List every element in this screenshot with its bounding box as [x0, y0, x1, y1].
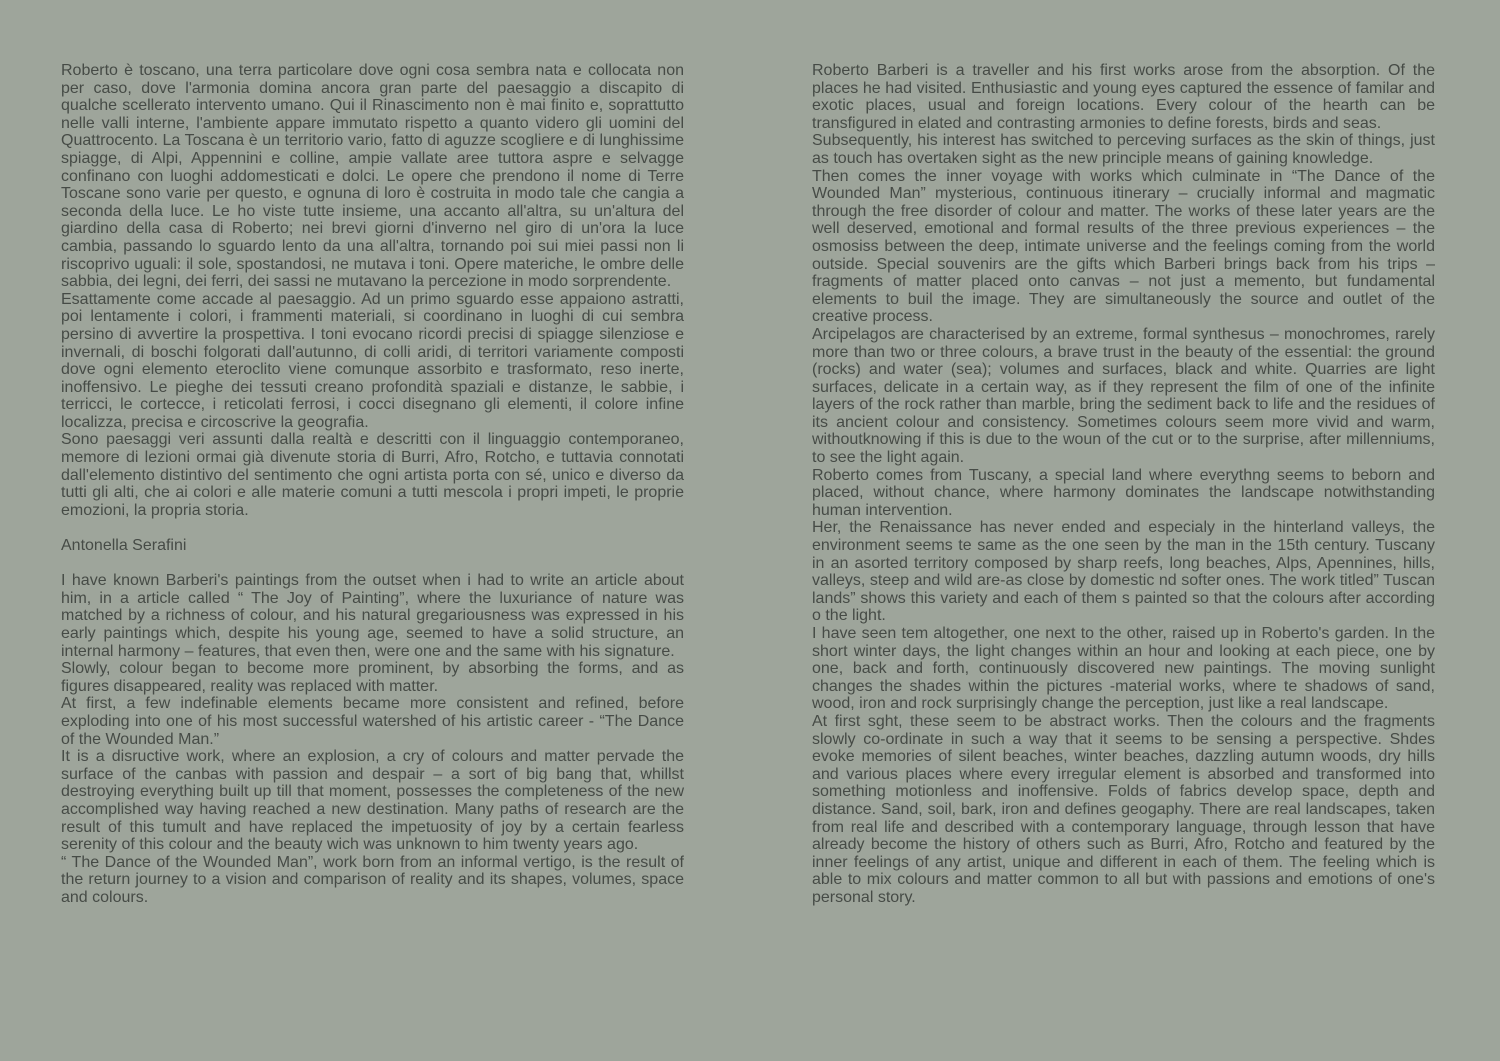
english-paragraph-10: Roberto comes from Tuscany, a special land where everythng seems to beborn and placed, without chance, where harmony dominates the landscape notwithstanding human intervention. — [812, 466, 1435, 519]
english-paragraph-12: I have seen tem altogether, one next to the other, raised up in Roberto's garden. In the short winter days, the light changes within an hour and looking at each piece, one by one, back and forth, continuously discovered new paintings. The moving sunlight changes the shades within the pictures -material works, where te shadows of sand, wood, iron and rock surprisingly change the perception, just like a real landscape. — [812, 625, 1435, 713]
italian-paragraph-3: Sono paesaggi veri assunti dalla realtà e descritti con il linguaggio contemporaneo, memore di lezioni ormai già divenute storia di Burri, Afro, Rotcho, e tuttavia connotati dall'elemento distintivo del sentimento che ogni artista porta con sé, unico e diverso da tutti gli alti, che ai colori e alle materie comuni a tutti mescola i propri impeti, le proprie emozioni, la propria storia. — [61, 431, 684, 519]
italian-paragraph-1: Roberto è toscano, una terra particolare dove ogni cosa sembra nata e collocata non per caso, dove l'armonia domina ancora gran parte del paesaggio a discapito di qualche scellerato intervento umano. Qui il Rinascimento non è mai finito e, soprattutto nelle valli interne, l'ambiente appare immutato rispetto a quanto videro gli uomini del Quattrocento. La Toscana è un territorio vario, fatto di aguzze scogliere e di lunghissime spiagge, di Alpi, Appennini e colline, ampie vallate aree tuttora aspre e selvagge confinano con luoghi addomesticati e dolci. Le opere che prendono il nome di Terre Toscane sono varie per questo, e ognuna di loro è costruita in modo tale che cangia a seconda della luce. Le ho viste tutte insieme, una accanto all'altra, su un'altura del giardino della casa di Roberto; nei brevi giorni d'inverno nel giro di un'ora la luce cambia, passando lo sguardo lento da una all'altra, tornando poi sui miei passi non li riscoprivo uguali: il sole, spostandosi, ne mutava i toni. Opere materiche, le ombre delle sabbia, dei legni, dei ferri, dei sassi ne mutavano la percezione in modo sorprendente. — [61, 62, 684, 291]
english-paragraph-7: Subsequently, his interest has switched to perceving surfaces as the skin of things, just as touch has overtaken sight as the new principle means of gaining knowledge. — [812, 132, 1435, 167]
author-signature: Antonella Serafini — [61, 537, 187, 555]
english-paragraph-5: “ The Dance of the Wounded Man”, work born from an informal vertigo, is the result of the return journey to a vision and comparison of reality and its shapes, volumes, space and colours. — [61, 853, 684, 906]
left-column — [61, 62, 684, 907]
english-paragraph-8: Then comes the inner voyage with works which culminate in “The Dance of the Wounded Man” mysterious, continuous itinerary – crucially informal and magmatic through the free disorder of colour and matter. The works of these later years are the well deserved, emotional and formal results of the three previous experiences – the osmosiss between the deep, intimate universe and the feelings coming from the world outside. Special souvenirs are the gifts which Barberi brings back from his trips – fragments of matter placed onto canvas – not just a memento, but fundamental elements to buil the image. They are simultaneously the source and outlet of the creative process. — [812, 167, 1435, 326]
spacer — [61, 555, 684, 573]
spacer — [61, 519, 684, 537]
english-paragraph-3: At first, a few indefinable elements became more consistent and refined, before exploding into one of his most successful watershed of his artistic career - “The Dance of the Wounded Man.” — [61, 695, 684, 748]
english-paragraph-6: Roberto Barberi is a traveller and his first works arose from the absorption. Of the places he had visited. Enthusiastic and young eyes captured the essence of familar and exotic places, usual and foreign locations. Every colour of the hearth can be transfigured in elated and contrasting armonies to define forests, birds and seas. — [812, 62, 1435, 132]
english-paragraph-1: I have known Barberi's paintings from the outset when i had to write an article about him, in a article called “ The Joy of Painting”, where the luxuriance of nature was matched by a richness of colour, and his natural gregariousness was expressed in his early paintings which, despite his young age, seemed to have a solid structure, an internal harmony – features, that even then, were one and the same with his signature. — [61, 572, 684, 660]
english-paragraph-9: Arcipelagos are characterised by an extreme, formal synthesus – monochromes, rarely more than two or three colours, a brave trust in the beauty of the essential: the ground (rocks) and water (sea); volumes and surfaces, black and white. Quarries are light surfaces, delicate in a certain way, as if they represent the film of one of the infinite layers of the rock rather than marble, bring the sediment back to life and the residues of its ancient colour and consistency. Sometimes colours seem more vivid and warm, withoutknowing if this is due to the woun of the cut or to the surprise, after millenniums, to see the light again. — [812, 325, 1435, 467]
english-paragraph-13: At first sght, these seem to be abstract works. Then the colours and the fragments slowly co-ordinate in such a way that it seems to be sensing a perspective. Shdes evoke memories of silent beaches, winter beaches, dazzling autumn woods, dry hills and various places where every irregular element is absorbed and transformed into something motionless and inoffensive. Folds of fabrics develop space, depth and distance. Sand, soil, bark, iron and defines geogaphy. There are real landscapes, taken from real life and described with a contemporary language, through lesson that have already become the history of others such as Burri, Afro, Rotcho and featured by the inner feelings of any artist, unique and different in each of them. The feeling which is able to mix colours and matter common to all but with passions and emotions of one's personal story. — [812, 712, 1435, 906]
right-column — [812, 62, 1435, 907]
english-paragraph-11: Her, the Renaissance has never ended and especialy in the hinterland valleys, the environment seems te same as the one seen by the man in the 15th century. Tuscany in an asorted territory composed by sharp reefs, long beaches, Alps, Apennines, hills, valleys, steep and wild are-as close by domestic nd softer ones. The work titled” Tuscan lands” shows this variety and each of them s painted so that the colours after according o the light. — [812, 519, 1435, 625]
english-paragraph-2: Slowly, colour began to become more prominent, by absorbing the forms, and as figures disappeared, reality was replaced with matter. — [61, 660, 684, 695]
italian-paragraph-2: Esattamente come accade al paesaggio. Ad un primo sguardo esse appaiono astratti, poi lentamente i colori, i frammenti materiali, si coordinano in luoghi di cui sembra persino di avvertire la prospettiva. I toni evocano ricordi precisi di spiagge silenziose e invernali, di boschi folgorati dall'autunno, di colli aridi, di territori variamente composti dove ogni elemento eteroclito viene comunque assorbito e trasformato, reso inerte, inoffensivo. Le pieghe dei tessuti creano profondità spaziali e distanze, le sabbie, i terricci, le cortecce, i reticolati ferrosi, i cocci disegnano gli elementi, il colore infine localizza, precisa e circoscrive la geografia. — [61, 290, 684, 431]
english-paragraph-4: It is a disructive work, where an explosion, a cry of colours and matter pervade the surface of the canbas with passion and despair – a sort of big bang that, whillst destroying everything built up till that moment, possesses the completeness of the new accomplished way having reached a new destination. Many paths of research are the result of this tumult and have replaced the impetuosity of joy by a certain fearless serenity of this colour and the beauty wich was unknown to him twenty years ago. — [61, 748, 684, 854]
